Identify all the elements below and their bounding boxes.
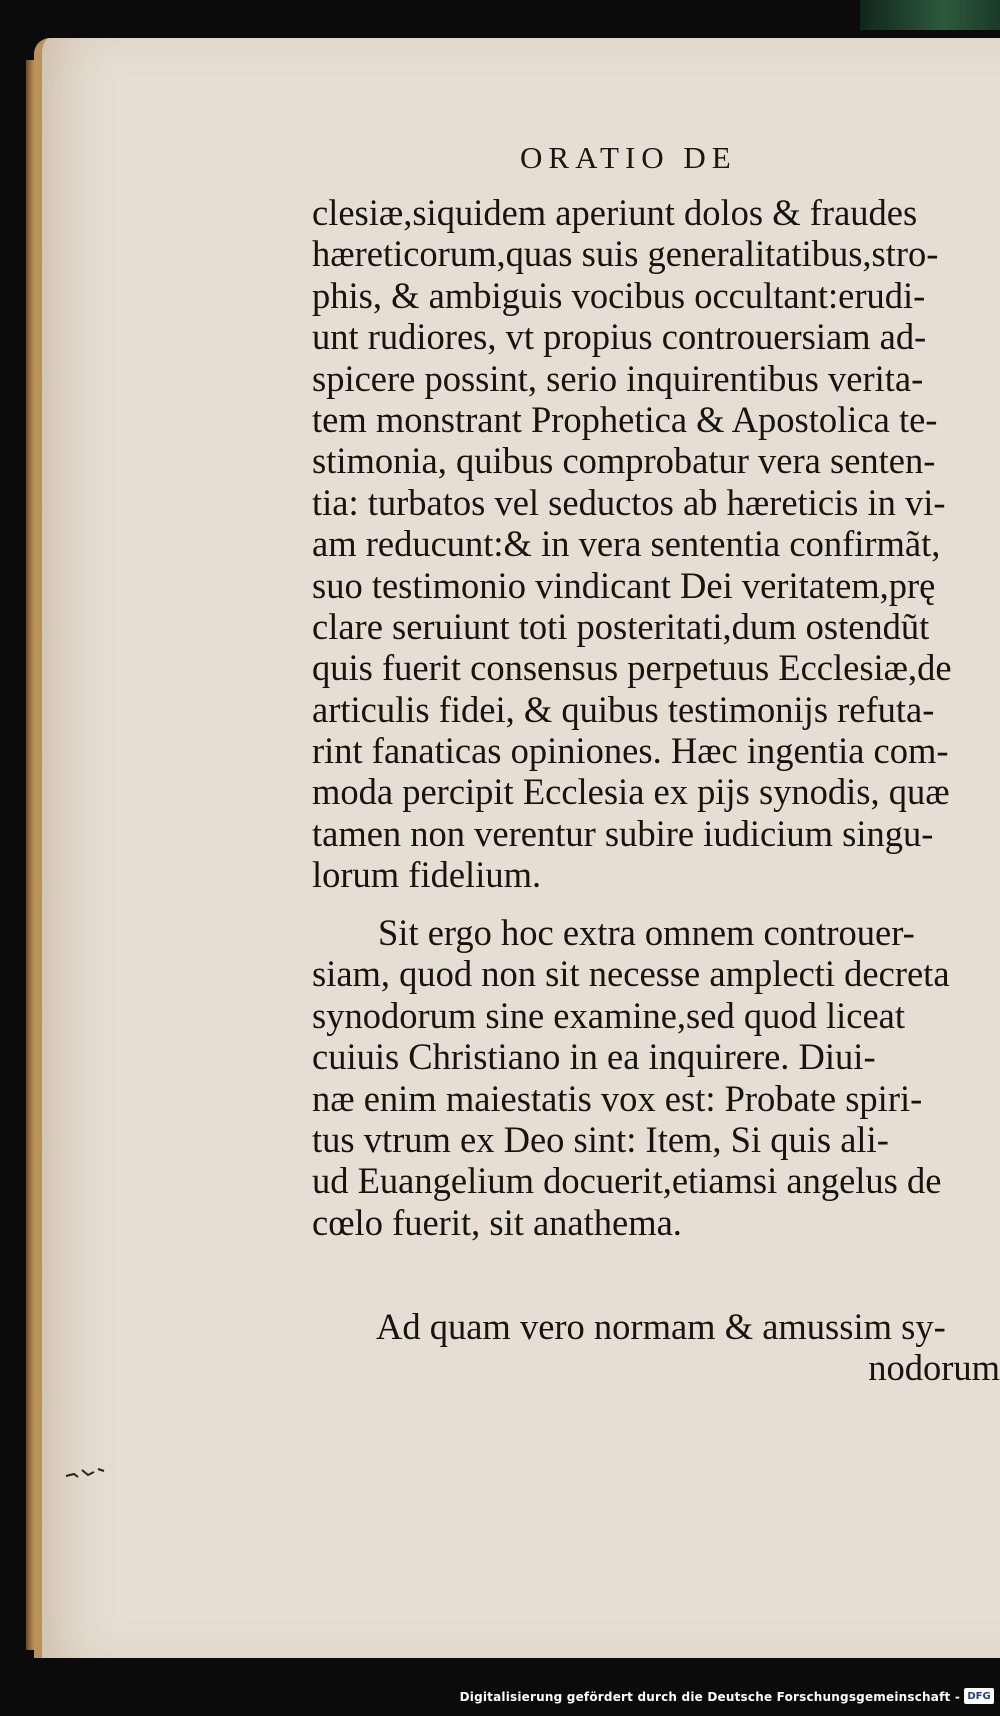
text-line: næ enim maiestatis vox est: Probate spiri- xyxy=(312,1077,923,1119)
text-line: articulis fidei, & quibus testimonijs refuta- xyxy=(312,688,935,730)
text-line: ud Euangelium docuerit,etiamsi angelus de xyxy=(312,1160,942,1202)
text-line: tia: turbatos vel seductos ab hæreticis in vi- xyxy=(312,481,946,523)
digitization-credit: Digitalisierung gefördert durch die Deutsche Forschungsgemeinschaft - xyxy=(459,1690,960,1704)
text-line: Sit ergo hoc extra omnem controuer- xyxy=(378,912,915,953)
text-line: siam, quod non sit necesse amplecti decreta xyxy=(312,953,950,995)
catchword: nodorum xyxy=(868,1347,1000,1389)
text-line: spicere possint, serio inquirentibus verita- xyxy=(312,357,924,399)
text-line: Ad quam vero normam & amussim sy- xyxy=(376,1306,946,1347)
text-line: quis fuerit consensus perpetuus Ecclesiæ,de xyxy=(312,647,952,689)
text-line: clesiæ,siquidem aperiunt dolos & fraudes xyxy=(312,192,918,233)
text-line: synodorum sine examine,sed quod liceat xyxy=(312,994,905,1036)
text-line: suo testimonio vindicant Dei veritatem,prę xyxy=(312,564,936,606)
text-line: rint fanaticas opiniones. Hæc ingentia com- xyxy=(312,730,949,772)
text-line: hæreticorum,quas suis generalitatibus,stro- xyxy=(312,233,939,275)
text-line: moda percipit Ecclesia ex pijs synodis, quæ xyxy=(312,771,950,813)
dfg-logo: DFG xyxy=(964,1688,994,1704)
text-line: tus vtrum ex Deo sint: Item, Si quis ali- xyxy=(312,1118,889,1160)
text-line: am reducunt:& in vera sententia confirmãt, xyxy=(312,523,941,565)
text-line: tamen non verentur subire iudicium singu- xyxy=(312,812,934,854)
running-head: ORATIO DE xyxy=(520,140,737,175)
text-line: cuiuis Christiano in ea inquirere. Diui- xyxy=(312,1036,876,1078)
text-line: stimonia, quibus comprobatur vera senten- xyxy=(312,440,936,482)
text-line: unt rudiores, vt propius controuersiam ad- xyxy=(312,316,927,358)
text-line: cœlo fuerit, sit anathema. xyxy=(312,1201,682,1243)
ink-speck xyxy=(64,1466,106,1480)
scan-corner-strip xyxy=(860,0,1000,30)
paragraph-1 xyxy=(312,192,1000,896)
text-line: clare seruiunt toti posteritati,dum ostendũt xyxy=(312,605,930,647)
text-line: phis, & ambiguis vocibus occultant:erudi- xyxy=(312,274,926,316)
text-line: lorum fidelium. xyxy=(312,854,542,896)
text-line: tem monstrant Prophetica & Apostolica te- xyxy=(312,398,938,440)
paragraph-2 xyxy=(312,912,1000,1243)
paragraph-3 xyxy=(312,1306,1000,1389)
